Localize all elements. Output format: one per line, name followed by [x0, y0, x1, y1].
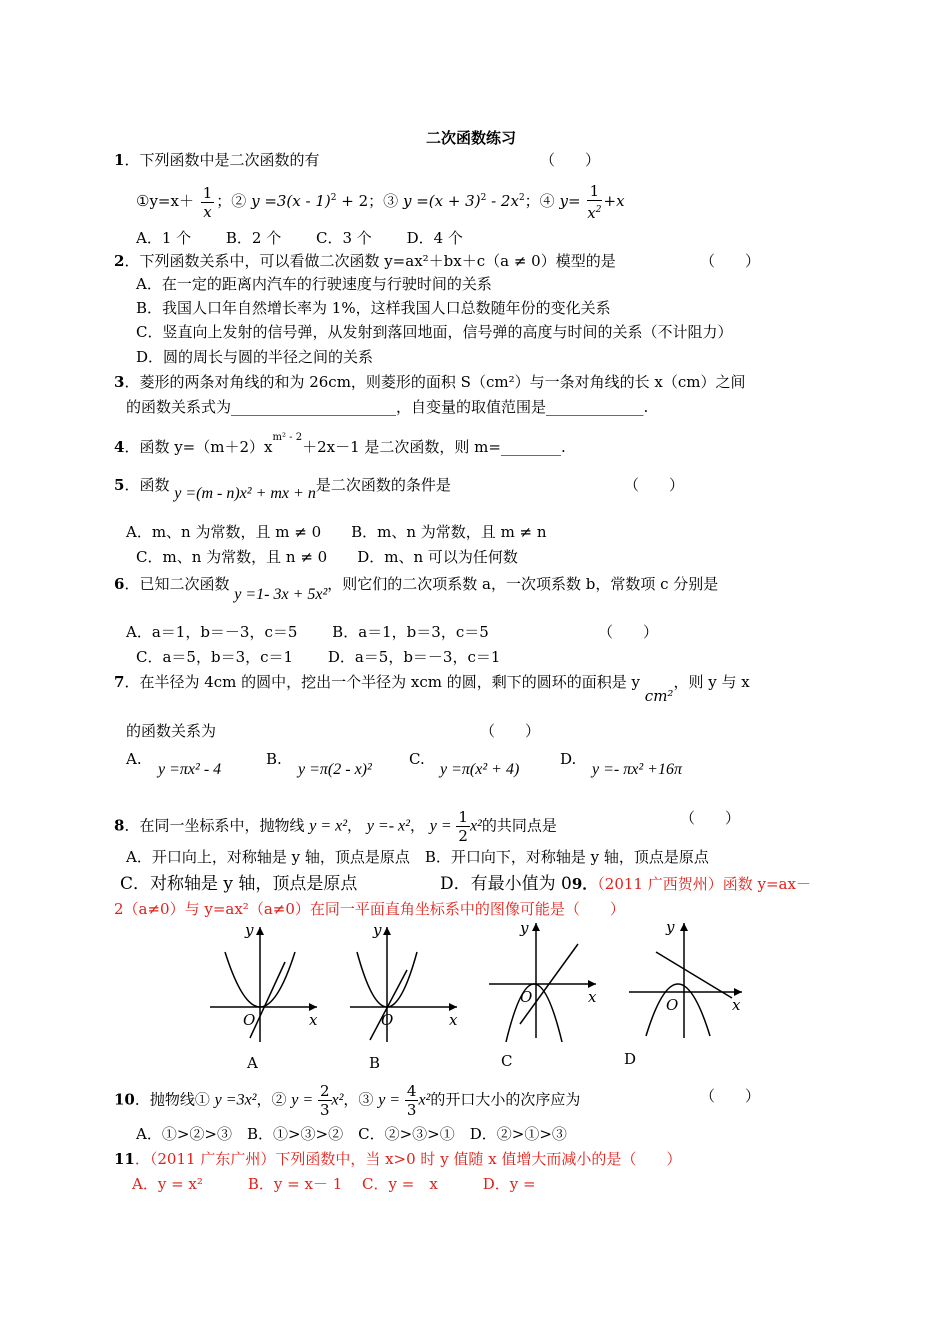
figure-label: D — [624, 1050, 637, 1068]
fraction: $\frac{4}{3}$ — [406, 1082, 417, 1119]
answer-paren: （ ） — [624, 476, 685, 494]
q7-unit: cm² — [644, 687, 674, 705]
q9-figure-b — [345, 922, 470, 1072]
q9-figure-c — [484, 918, 609, 1070]
y-label: y — [666, 918, 675, 936]
q3-line-2: 的函数关系式为______________________，自变量的取值范围是_____________. — [126, 398, 649, 416]
question-7: 7．在半径为 4cm 的圆中，挖出一个半径为 xcm 的圆，剩下的圆环的面积是 y cm²，则 y 与 x — [114, 673, 750, 705]
fraction: $\frac{1}{x^2}$ — [587, 182, 602, 222]
q6-options-ab: A．a＝1，b＝－3，c＝5 B．a＝1，b＝3，c＝5 — [126, 623, 489, 641]
q6-options-cd: C．a＝5，b＝3，c＝1 D．a＝5，b＝－3，c＝1 — [136, 648, 501, 666]
q1-option-1: ①y=x＋ — [136, 192, 194, 210]
q2-option-a: A．在一定的距离内汽车的行驶速度与行驶时间的关系 — [136, 275, 492, 293]
q1-option-4: y= — [559, 192, 581, 210]
origin-label: O — [520, 988, 533, 1006]
answer-paren: （ ） — [480, 722, 541, 740]
q1-answers: A．1 个 B．2 个 C．3 个 D．4 个 — [136, 229, 463, 247]
q1-option-3: y =(x + 3) — [402, 192, 481, 210]
q5-formula: y =(m - n)x² + mx + n — [174, 485, 316, 502]
q2-option-c: C．竖直向上发射的信号弹，从发射到落回地面，信号弹的高度与时间的关系（不计阻力） — [136, 323, 733, 341]
x-label: x — [309, 1011, 318, 1029]
y-label: y — [373, 922, 382, 939]
q7-line-2: 的函数关系为 — [126, 722, 217, 740]
q5-options-cd: C．m、n 为常数，且 n ≠ 0 D．m、n 可以为任何数 — [136, 548, 518, 566]
answer-paren: （ ） — [700, 1087, 761, 1105]
q10-answers: A．①>②>③ B．①>③>② C．②>③>① D．②>①>③ — [136, 1125, 567, 1143]
answer-paren: （ ） — [680, 809, 741, 827]
x-label: x — [449, 1011, 458, 1029]
question-6: 6．已知二次函数 y =1- 3x + 5x²，则它们的二次项系数 a，一次项系数 b，常数项 c 分别是 — [114, 575, 719, 603]
origin-label: O — [381, 1011, 394, 1029]
question-3: 3．菱形的两条对角线的和为 26cm，则菱形的面积 S（cm²）与一条对角线的长 x（cm）之间 — [114, 373, 746, 391]
y-label: y — [520, 919, 529, 937]
q7-option-b-label: B. — [266, 750, 282, 768]
origin-label: O — [243, 1011, 256, 1029]
question-8: 8．在同一坐标系中，抛物线 y = x²， y =- x²， y = $\frac{1}{2}$ x²的共同点是 — [114, 808, 557, 845]
answer-paren: （ ） — [598, 623, 659, 641]
q5-options-ab: A．m、n 为常数，且 m ≠ 0 B．m、n 为常数，且 m ≠ n — [126, 523, 547, 541]
question-4: 4．函数 $y=(m+2)x^{m^2 - 2}+2x-1$ 是二次函数，则 m=________. — [114, 432, 566, 456]
q6-formula: y =1- 3x + 5x² — [234, 586, 328, 603]
question-2: 2．下列函数关系中，可以看做二次函数 y=ax²＋bx＋c（a ≠ 0）模型的是 — [114, 252, 616, 270]
question-1 — [114, 150, 319, 170]
q11-answers: A．y = x² B．y = x－ 1 C．y = x D．y = — [132, 1175, 536, 1193]
q1-options: ①y=x＋ $\frac{1}{x}$ ；② y =3(x - 1)$^2$ + 2；③ $y =(x + 3)^2 - 2x^2$；④ y= $\frac{1}{x^2}$ +x — [136, 182, 625, 222]
fraction: $\frac{1}{2}$ — [458, 808, 468, 845]
q7-option-c: y =π(x² + 4) — [440, 761, 520, 778]
q9-figure-a — [205, 922, 330, 1072]
q8-options-ab: A．开口向上，对称轴是 y 轴，顶点是原点 B．开口向下，对称轴是 y 轴，顶点是原点 — [126, 848, 709, 866]
q7-option-b: y =π(2 - x)² — [298, 761, 372, 778]
answer-paren: （ ） — [540, 151, 601, 169]
figure-label: C — [501, 1052, 513, 1070]
q9-line-2: 2（a≠0）与 y=ax²（a≠0）在同一平面直角坐标系中的图像可能是（ ） — [114, 900, 625, 918]
q7-option-d: y =- πx² +16π — [592, 761, 682, 778]
q8-option-c: C．对称轴是 y 轴，顶点是原点 — [120, 874, 358, 894]
x-label: x — [588, 988, 597, 1006]
figure-label: B — [369, 1054, 381, 1072]
q2-option-b: B．我国人口年自然增长率为 1%，这样我国人口总数随年份的变化关系 — [136, 299, 611, 317]
q9-figure-d — [624, 918, 749, 1068]
fraction: $\frac{2}{3}$ — [319, 1082, 330, 1119]
question-number: 1 — [114, 151, 125, 169]
fraction: $\frac{1}{x}$ — [202, 183, 213, 221]
line — [656, 952, 732, 998]
question-text: ．下列函数中是二次函数的有 — [124, 151, 320, 169]
question-11: 11．（2011 广东广州）下列函数中，当 x>0 时 y 值随 x 值增大而减小的是（ ） — [114, 1150, 682, 1168]
q1-option-2: y =3(x - 1) — [251, 192, 331, 210]
question-5: 5．函数 y =(m - n)x² + mx + n是二次函数的条件是 — [114, 476, 451, 502]
q7-option-c-label: C. — [409, 750, 425, 768]
q7-option-a: y =πx² - 4 — [158, 761, 222, 778]
q7-option-d-label: D. — [560, 750, 577, 768]
question-10: 10．抛物线① y =3x²，② y = $\frac{2}{3}$ x²，③ y = $\frac{4}{3}$ x²的开口大小的次序应为 — [114, 1082, 581, 1119]
parabola — [506, 984, 562, 1042]
q7-option-a-label: A. — [126, 750, 142, 768]
answer-paren: （ ） — [700, 252, 761, 270]
line — [370, 970, 407, 1040]
page-title: 二次函数练习 — [426, 129, 517, 147]
q8-option-d: D．有最小值为 09．（2011 广西贺州）函数 y=ax－ — [440, 874, 811, 894]
y-label: y — [245, 922, 254, 939]
figure-label: A — [247, 1054, 258, 1072]
x-label: x — [732, 996, 741, 1014]
q2-option-d: D．圆的周长与圆的半径之间的关系 — [136, 348, 374, 366]
origin-label: O — [666, 996, 679, 1014]
